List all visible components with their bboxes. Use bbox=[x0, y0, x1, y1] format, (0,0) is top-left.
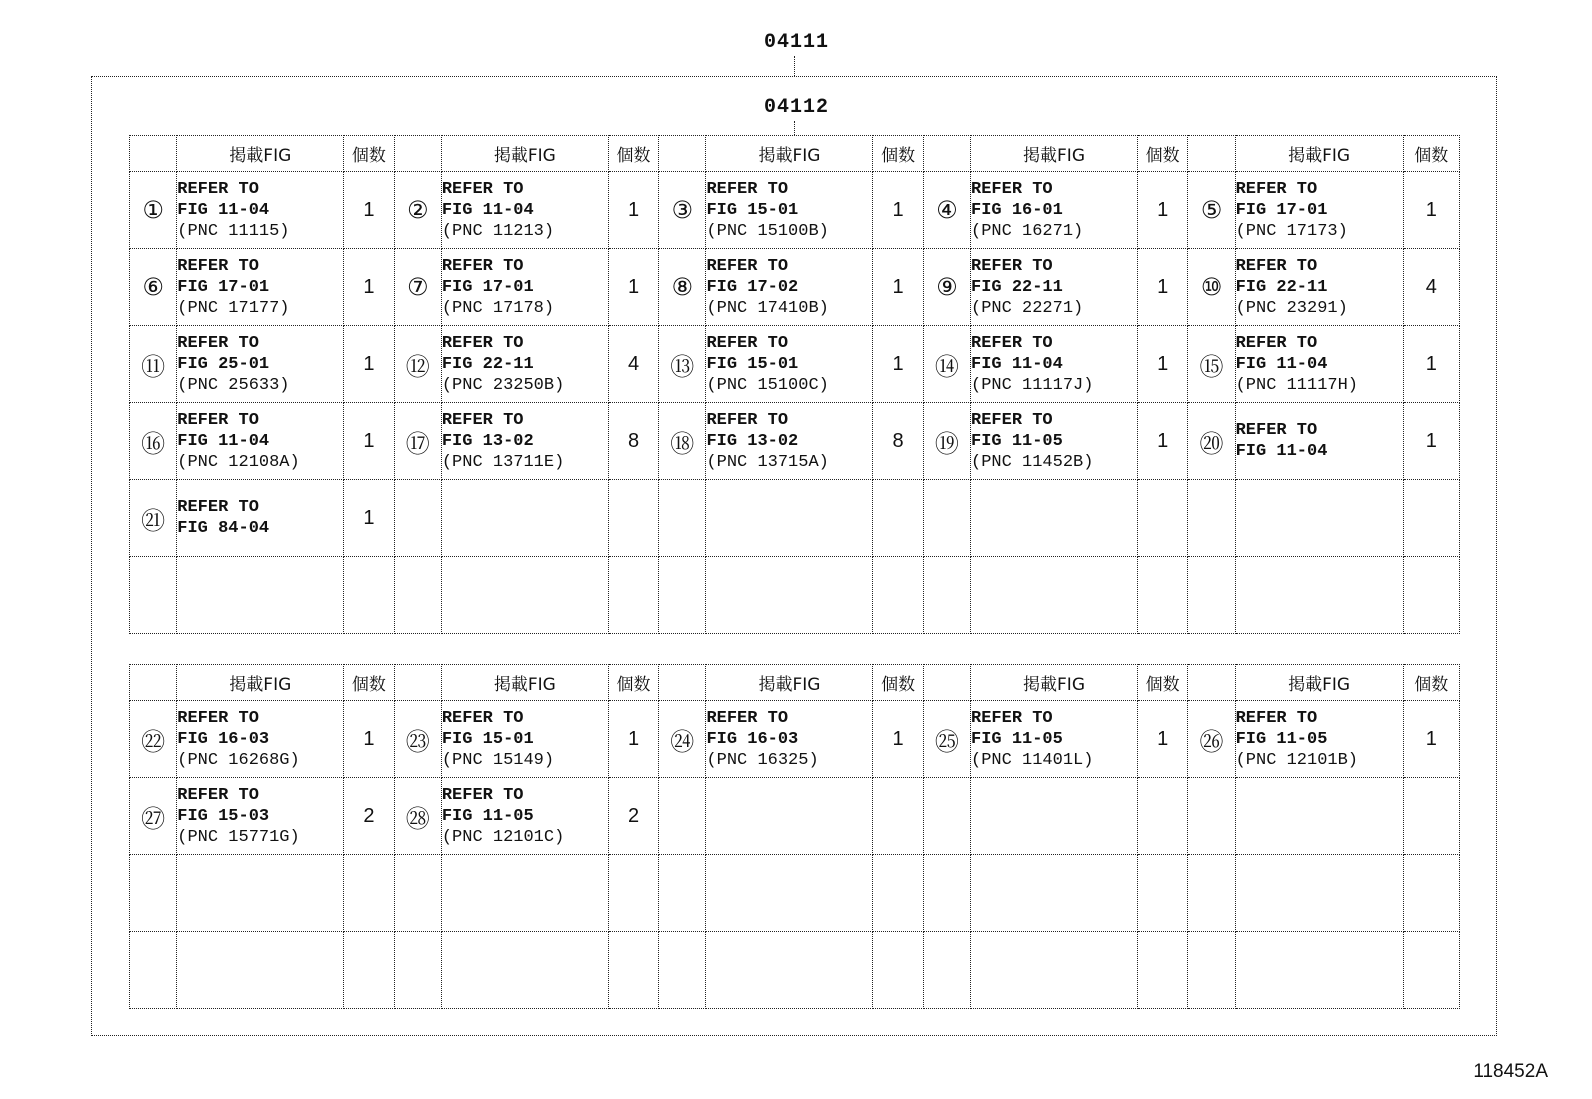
fig-reference bbox=[971, 855, 1138, 932]
table-row bbox=[130, 172, 1460, 249]
quantity: 4 bbox=[1403, 249, 1459, 326]
table-row bbox=[130, 701, 1460, 778]
fig-reference-line2: FIG 17-01 bbox=[177, 277, 270, 297]
item-number bbox=[394, 557, 441, 634]
fig-reference-line3: (PNC 11401L) bbox=[971, 750, 1094, 770]
fig-reference bbox=[706, 249, 873, 326]
table-row bbox=[130, 855, 1460, 932]
table-row bbox=[130, 403, 1460, 480]
item-number: ㉗ bbox=[130, 778, 177, 855]
item-number: ⑦ bbox=[394, 249, 441, 326]
header-qty-cell: 個数 bbox=[1403, 665, 1459, 701]
item-number: ⑱ bbox=[659, 403, 706, 480]
fig-reference-line3: (PNC 15771G) bbox=[177, 827, 300, 847]
fig-reference-line1: REFER TO bbox=[441, 256, 524, 276]
fig-reference bbox=[441, 326, 608, 403]
fig-reference-line2: FIG 15-03 bbox=[177, 806, 270, 826]
item-number bbox=[130, 557, 177, 634]
header-fig-cell: 掲載FIG bbox=[971, 665, 1138, 701]
quantity bbox=[873, 480, 923, 557]
item-number bbox=[1188, 855, 1235, 932]
table-row bbox=[130, 249, 1460, 326]
fig-reference bbox=[971, 326, 1138, 403]
parts-table-lower bbox=[129, 664, 1460, 1009]
item-number: ⑳ bbox=[1188, 403, 1235, 480]
quantity: 1 bbox=[873, 172, 923, 249]
item-number: ① bbox=[130, 172, 177, 249]
item-number: ⑭ bbox=[923, 326, 970, 403]
fig-reference-line1: REFER TO bbox=[971, 333, 1053, 353]
fig-reference-line2: FIG 16-01 bbox=[971, 200, 1063, 220]
fig-reference bbox=[1235, 172, 1403, 249]
fig-reference bbox=[177, 932, 344, 1009]
fig-reference bbox=[441, 249, 608, 326]
quantity bbox=[608, 855, 658, 932]
fig-reference-line2: FIG 16-03 bbox=[706, 729, 799, 749]
item-number: ⑤ bbox=[1188, 172, 1235, 249]
item-number: ⑰ bbox=[394, 403, 441, 480]
fig-reference bbox=[177, 249, 344, 326]
fig-reference bbox=[706, 480, 873, 557]
fig-reference-line2: FIG 22-11 bbox=[1235, 277, 1328, 297]
item-number: ④ bbox=[923, 172, 970, 249]
fig-reference bbox=[441, 557, 608, 634]
fig-reference-line1: REFER TO bbox=[441, 333, 524, 353]
item-number: ㉑ bbox=[130, 480, 177, 557]
header-fig-cell: 掲載FIG bbox=[177, 665, 344, 701]
quantity: 1 bbox=[1138, 701, 1188, 778]
fig-reference-line3: (PNC 23250B) bbox=[441, 375, 565, 395]
fig-reference bbox=[1235, 855, 1403, 932]
item-number bbox=[394, 932, 441, 1009]
fig-reference bbox=[1235, 326, 1403, 403]
fig-reference bbox=[706, 557, 873, 634]
header-fig-cell: 掲載FIG bbox=[706, 665, 873, 701]
fig-reference bbox=[706, 932, 873, 1009]
header-row bbox=[130, 665, 1460, 701]
fig-reference bbox=[971, 249, 1138, 326]
fig-reference bbox=[441, 932, 608, 1009]
fig-reference-line3: (PNC 15149) bbox=[441, 750, 555, 770]
item-number: ㉔ bbox=[659, 701, 706, 778]
fig-reference-line2: FIG 11-04 bbox=[441, 200, 534, 220]
quantity: 1 bbox=[344, 480, 394, 557]
fig-reference-line3: (PNC 11115) bbox=[177, 221, 290, 241]
item-number bbox=[659, 855, 706, 932]
fig-reference-line1: REFER TO bbox=[971, 256, 1053, 276]
fig-reference-line1: REFER TO bbox=[1235, 708, 1318, 728]
quantity bbox=[1138, 480, 1188, 557]
item-number bbox=[923, 480, 970, 557]
quantity: 1 bbox=[1138, 403, 1188, 480]
fig-reference-line1: REFER TO bbox=[706, 333, 789, 353]
inner-assembly-label: 04112 bbox=[764, 96, 830, 119]
fig-reference bbox=[971, 403, 1138, 480]
header-num-cell bbox=[923, 665, 970, 701]
table-row bbox=[130, 557, 1460, 634]
quantity bbox=[344, 932, 394, 1009]
quantity: 1 bbox=[1403, 326, 1459, 403]
fig-reference bbox=[706, 855, 873, 932]
fig-reference bbox=[971, 701, 1138, 778]
quantity bbox=[873, 932, 923, 1009]
fig-reference bbox=[971, 172, 1138, 249]
fig-reference-line1: REFER TO bbox=[706, 179, 789, 199]
fig-reference-line2: FIG 17-02 bbox=[706, 277, 799, 297]
fig-reference bbox=[177, 855, 344, 932]
quantity bbox=[1403, 557, 1459, 634]
item-number bbox=[659, 480, 706, 557]
quantity bbox=[608, 480, 658, 557]
fig-reference-line3: (PNC 13715A) bbox=[706, 452, 829, 472]
fig-reference bbox=[1235, 480, 1403, 557]
item-number bbox=[1188, 480, 1235, 557]
fig-reference-line1: REFER TO bbox=[1235, 421, 1318, 440]
item-number: ㉖ bbox=[1188, 701, 1235, 778]
outer-leader-line bbox=[794, 56, 795, 76]
quantity: 1 bbox=[873, 249, 923, 326]
item-number bbox=[394, 480, 441, 557]
fig-reference-line2: FIG 17-01 bbox=[1235, 200, 1328, 220]
quantity: 1 bbox=[873, 701, 923, 778]
fig-reference-line1: REFER TO bbox=[1235, 179, 1318, 199]
outer-assembly-label: 04111 bbox=[764, 31, 830, 54]
fig-reference-line2: FIG 13-02 bbox=[441, 431, 534, 451]
fig-reference-line1: REFER TO bbox=[1235, 333, 1318, 353]
fig-reference-line1: REFER TO bbox=[706, 708, 789, 728]
fig-reference-line1: REFER TO bbox=[177, 179, 259, 199]
header-fig-cell: 掲載FIG bbox=[1235, 136, 1403, 172]
fig-reference-line1: REFER TO bbox=[971, 179, 1053, 199]
fig-reference-line3: (PNC 23291) bbox=[1235, 298, 1348, 318]
fig-reference bbox=[441, 701, 608, 778]
fig-reference bbox=[177, 403, 344, 480]
fig-reference bbox=[706, 701, 873, 778]
fig-reference bbox=[177, 701, 344, 778]
quantity: 8 bbox=[608, 403, 658, 480]
quantity: 2 bbox=[608, 778, 658, 855]
fig-reference-line3: (PNC 15100C) bbox=[706, 375, 829, 395]
item-number: ⑮ bbox=[1188, 326, 1235, 403]
fig-reference-line3: (PNC 25633) bbox=[177, 375, 290, 395]
fig-reference-line3: (PNC 22271) bbox=[971, 298, 1084, 318]
fig-reference-line3: (PNC 15100B) bbox=[706, 221, 829, 241]
fig-reference-line2: FIG 84-04 bbox=[177, 519, 270, 538]
fig-reference-line2: FIG 11-04 bbox=[177, 431, 270, 451]
item-number bbox=[1188, 557, 1235, 634]
fig-reference-line3: (PNC 12108A) bbox=[177, 452, 300, 472]
quantity: 1 bbox=[1403, 701, 1459, 778]
fig-reference-line1: REFER TO bbox=[177, 708, 259, 728]
fig-reference-line1: REFER TO bbox=[706, 256, 789, 276]
quantity: 8 bbox=[873, 403, 923, 480]
item-number: ㉒ bbox=[130, 701, 177, 778]
item-number: ③ bbox=[659, 172, 706, 249]
quantity bbox=[608, 557, 658, 634]
item-number: ⑯ bbox=[130, 403, 177, 480]
item-number: ⑧ bbox=[659, 249, 706, 326]
table-body bbox=[130, 136, 1460, 634]
item-number bbox=[1188, 932, 1235, 1009]
fig-reference-line3: (PNC 17177) bbox=[177, 298, 290, 318]
fig-reference-line3: (PNC 17173) bbox=[1235, 221, 1348, 241]
table-row bbox=[130, 480, 1460, 557]
fig-reference-line3: (PNC 11213) bbox=[441, 221, 555, 241]
fig-reference-line3: (PNC 11117J) bbox=[971, 375, 1094, 395]
fig-reference-line1: REFER TO bbox=[441, 785, 524, 805]
item-number: ⑫ bbox=[394, 326, 441, 403]
item-number bbox=[923, 855, 970, 932]
fig-reference-line2: FIG 22-11 bbox=[441, 354, 534, 374]
fig-reference-line1: REFER TO bbox=[177, 410, 259, 430]
header-num-cell bbox=[1188, 665, 1235, 701]
parts-table-upper bbox=[129, 135, 1460, 634]
fig-reference bbox=[706, 326, 873, 403]
item-number bbox=[659, 932, 706, 1009]
fig-reference bbox=[706, 778, 873, 855]
fig-reference-line1: REFER TO bbox=[441, 179, 524, 199]
header-fig-cell: 掲載FIG bbox=[441, 665, 608, 701]
fig-reference-line2: FIG 25-01 bbox=[177, 354, 270, 374]
fig-reference bbox=[177, 480, 344, 557]
fig-reference-line3: (PNC 16271) bbox=[971, 221, 1084, 241]
quantity: 1 bbox=[608, 249, 658, 326]
fig-reference bbox=[441, 480, 608, 557]
header-num-cell bbox=[659, 136, 706, 172]
header-fig-cell: 掲載FIG bbox=[706, 136, 873, 172]
fig-reference-line1: REFER TO bbox=[177, 256, 259, 276]
quantity: 1 bbox=[608, 701, 658, 778]
header-qty-cell: 個数 bbox=[873, 665, 923, 701]
header-row bbox=[130, 136, 1460, 172]
item-number: ② bbox=[394, 172, 441, 249]
header-num-cell bbox=[130, 665, 177, 701]
quantity: 1 bbox=[344, 701, 394, 778]
header-fig-cell: 掲載FIG bbox=[971, 136, 1138, 172]
quantity bbox=[873, 557, 923, 634]
fig-reference bbox=[441, 403, 608, 480]
fig-reference-line3: (PNC 13711E) bbox=[441, 452, 565, 472]
quantity bbox=[1138, 557, 1188, 634]
header-qty-cell: 個数 bbox=[1138, 136, 1188, 172]
fig-reference-line3: (PNC 11452B) bbox=[971, 452, 1094, 472]
item-number bbox=[394, 855, 441, 932]
header-qty-cell: 個数 bbox=[344, 665, 394, 701]
quantity bbox=[1138, 778, 1188, 855]
inner-leader-line bbox=[794, 121, 795, 135]
item-number: ⑨ bbox=[923, 249, 970, 326]
fig-reference-line1: REFER TO bbox=[1235, 256, 1318, 276]
fig-reference-line1: REFER TO bbox=[971, 708, 1053, 728]
fig-reference-line1: REFER TO bbox=[971, 410, 1053, 430]
item-number: ⑥ bbox=[130, 249, 177, 326]
fig-reference-line3: (PNC 17178) bbox=[441, 298, 555, 318]
fig-reference bbox=[1235, 778, 1403, 855]
fig-reference bbox=[177, 172, 344, 249]
quantity: 1 bbox=[1138, 249, 1188, 326]
fig-reference-line2: FIG 16-03 bbox=[177, 729, 270, 749]
fig-reference-line2: FIG 11-05 bbox=[971, 431, 1063, 451]
quantity: 1 bbox=[344, 326, 394, 403]
quantity bbox=[344, 557, 394, 634]
table-body bbox=[130, 665, 1460, 1009]
fig-reference-line2: FIG 11-05 bbox=[971, 729, 1063, 749]
fig-reference bbox=[971, 932, 1138, 1009]
fig-reference-line3: (PNC 16268G) bbox=[177, 750, 300, 770]
fig-reference bbox=[1235, 249, 1403, 326]
header-num-cell bbox=[394, 665, 441, 701]
fig-reference-line3: (PNC 17410B) bbox=[706, 298, 829, 318]
header-qty-cell: 個数 bbox=[608, 136, 658, 172]
header-fig-cell: 掲載FIG bbox=[1235, 665, 1403, 701]
quantity bbox=[1403, 932, 1459, 1009]
header-qty-cell: 個数 bbox=[873, 136, 923, 172]
header-fig-cell: 掲載FIG bbox=[177, 136, 344, 172]
fig-reference bbox=[177, 326, 344, 403]
fig-reference-line1: REFER TO bbox=[177, 333, 259, 353]
quantity: 1 bbox=[873, 326, 923, 403]
fig-reference bbox=[177, 778, 344, 855]
quantity: 1 bbox=[1138, 326, 1188, 403]
fig-reference bbox=[441, 855, 608, 932]
quantity: 1 bbox=[344, 249, 394, 326]
header-num-cell bbox=[1188, 136, 1235, 172]
fig-reference-line3: (PNC 12101B) bbox=[1235, 750, 1359, 770]
quantity bbox=[1403, 480, 1459, 557]
quantity bbox=[1403, 778, 1459, 855]
item-number: ㉕ bbox=[923, 701, 970, 778]
quantity bbox=[608, 932, 658, 1009]
fig-reference-line2: FIG 13-02 bbox=[706, 431, 799, 451]
fig-reference bbox=[706, 403, 873, 480]
fig-reference bbox=[971, 557, 1138, 634]
fig-reference-line2: FIG 15-01 bbox=[706, 354, 799, 374]
fig-reference-line2: FIG 22-11 bbox=[971, 277, 1063, 297]
quantity bbox=[1403, 855, 1459, 932]
item-number bbox=[659, 778, 706, 855]
fig-reference-line2: FIG 11-04 bbox=[1235, 354, 1328, 374]
item-number: ⑪ bbox=[130, 326, 177, 403]
fig-reference-line2: FIG 11-05 bbox=[441, 806, 534, 826]
header-fig-cell: 掲載FIG bbox=[441, 136, 608, 172]
fig-reference-line1: REFER TO bbox=[706, 410, 789, 430]
item-number: ⑬ bbox=[659, 326, 706, 403]
item-number bbox=[923, 932, 970, 1009]
fig-reference bbox=[971, 480, 1138, 557]
fig-reference bbox=[1235, 932, 1403, 1009]
quantity bbox=[873, 778, 923, 855]
table-row bbox=[130, 778, 1460, 855]
table-row bbox=[130, 932, 1460, 1009]
quantity: 1 bbox=[344, 172, 394, 249]
fig-reference bbox=[971, 778, 1138, 855]
item-number bbox=[1188, 778, 1235, 855]
fig-reference bbox=[706, 172, 873, 249]
fig-reference-line2: FIG 11-05 bbox=[1235, 729, 1328, 749]
item-number: ⑲ bbox=[923, 403, 970, 480]
item-number bbox=[659, 557, 706, 634]
fig-reference bbox=[1235, 557, 1403, 634]
fig-reference bbox=[177, 557, 344, 634]
fig-reference bbox=[441, 172, 608, 249]
fig-reference-line1: REFER TO bbox=[177, 785, 259, 805]
header-qty-cell: 個数 bbox=[344, 136, 394, 172]
fig-reference-line1: REFER TO bbox=[441, 410, 524, 430]
quantity bbox=[1138, 932, 1188, 1009]
fig-reference-line3: (PNC 12101C) bbox=[441, 827, 565, 847]
quantity bbox=[1138, 855, 1188, 932]
header-qty-cell: 個数 bbox=[608, 665, 658, 701]
item-number: ㉓ bbox=[394, 701, 441, 778]
table-row bbox=[130, 326, 1460, 403]
fig-reference-line3: (PNC 16325) bbox=[706, 750, 819, 770]
quantity: 1 bbox=[1138, 172, 1188, 249]
item-number bbox=[923, 778, 970, 855]
fig-reference-line2: FIG 11-04 bbox=[971, 354, 1063, 374]
item-number bbox=[923, 557, 970, 634]
fig-reference-line1: REFER TO bbox=[441, 708, 524, 728]
quantity: 2 bbox=[344, 778, 394, 855]
fig-reference-line2: FIG 15-01 bbox=[441, 729, 534, 749]
header-qty-cell: 個数 bbox=[1138, 665, 1188, 701]
fig-reference-line2: FIG 15-01 bbox=[706, 200, 799, 220]
fig-reference-line3: (PNC 11117H) bbox=[1235, 375, 1359, 395]
header-num-cell bbox=[394, 136, 441, 172]
fig-reference-line2: FIG 11-04 bbox=[177, 200, 270, 220]
quantity: 4 bbox=[608, 326, 658, 403]
fig-reference-line2: FIG 11-04 bbox=[1235, 442, 1328, 461]
document-id: 118452A bbox=[1473, 1061, 1548, 1082]
item-number: ⑩ bbox=[1188, 249, 1235, 326]
quantity: 1 bbox=[1403, 172, 1459, 249]
item-number bbox=[130, 932, 177, 1009]
header-num-cell bbox=[130, 136, 177, 172]
quantity: 1 bbox=[608, 172, 658, 249]
quantity: 1 bbox=[1403, 403, 1459, 480]
fig-reference bbox=[1235, 403, 1403, 480]
quantity: 1 bbox=[344, 403, 394, 480]
fig-reference-line1: REFER TO bbox=[177, 498, 259, 517]
quantity bbox=[344, 855, 394, 932]
item-number bbox=[130, 855, 177, 932]
header-qty-cell: 個数 bbox=[1403, 136, 1459, 172]
fig-reference bbox=[441, 778, 608, 855]
item-number: ㉘ bbox=[394, 778, 441, 855]
header-num-cell bbox=[659, 665, 706, 701]
fig-reference-line2: FIG 17-01 bbox=[441, 277, 534, 297]
fig-reference bbox=[1235, 701, 1403, 778]
quantity bbox=[873, 855, 923, 932]
header-num-cell bbox=[923, 136, 970, 172]
